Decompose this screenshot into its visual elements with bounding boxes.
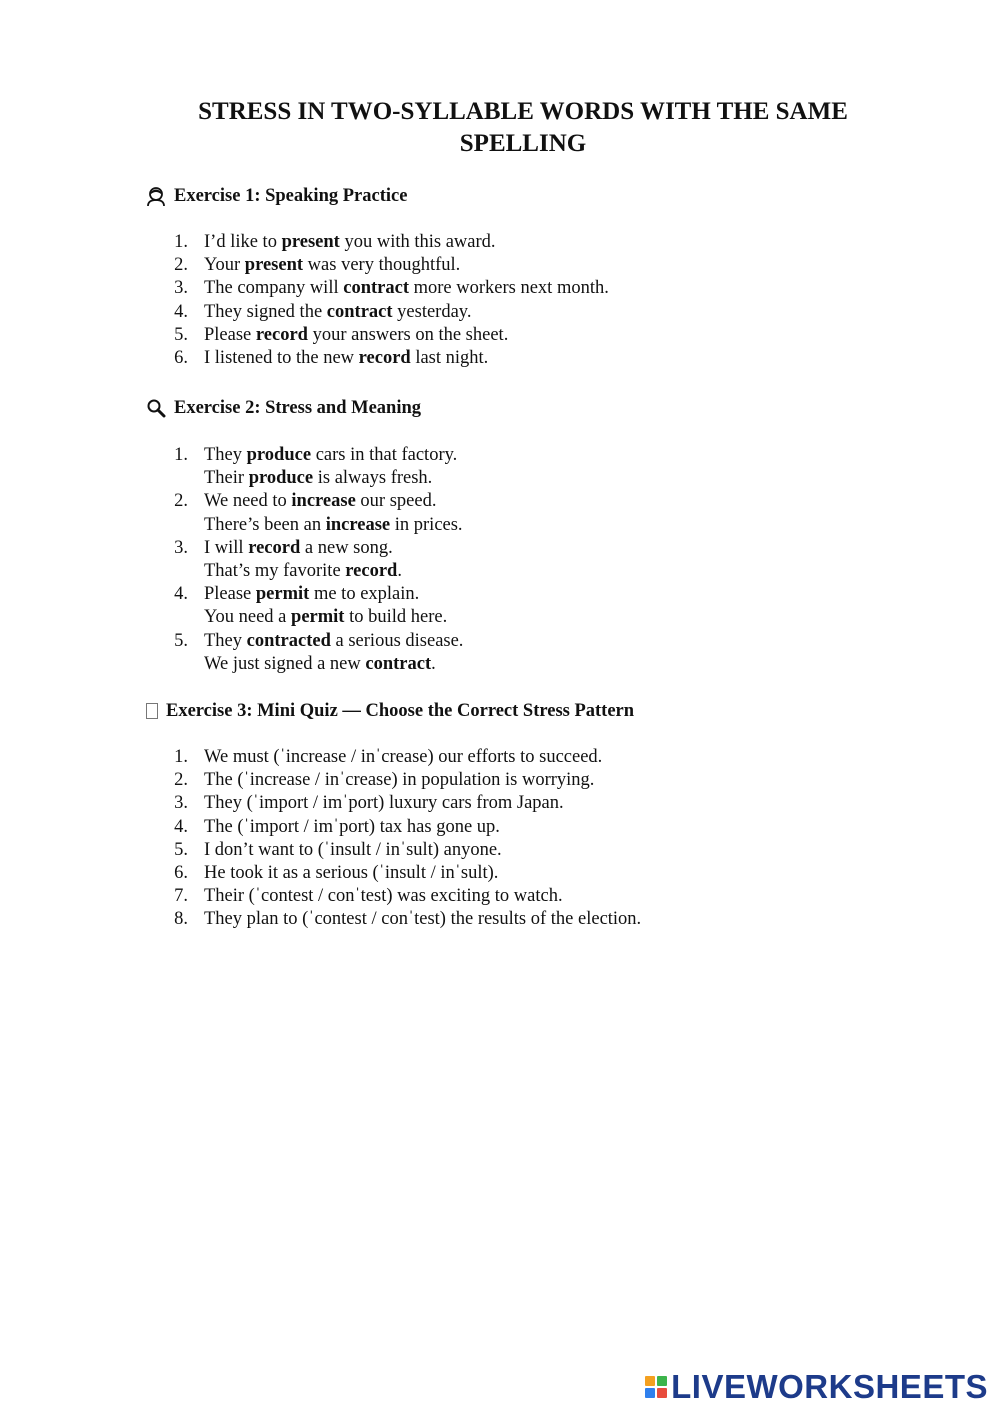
exercise-1-heading [146,184,407,208]
item-number: 3. [174,537,188,558]
sentence-text: You need a [204,607,292,628]
stressed-word: present [244,255,304,276]
sentence-text: is always fresh. [313,468,433,489]
stressed-word: contract [365,653,432,674]
item-number: 4. [174,816,188,837]
sentence-text: yesterday. [392,301,472,322]
quiz-sentence: They (ˈimport / imˈport) luxury cars from Japan. [204,793,564,814]
sentence-text: . [431,653,436,674]
quiz-item [0,885,641,908]
logo-square [645,1388,655,1398]
sentence-text: our speed. [355,491,437,512]
sentence-text: Your [204,255,245,276]
liveworksheets-logo[interactable] [645,1368,988,1406]
sentence-text: more workers next month. [408,278,609,299]
stressed-word: contract [326,301,393,322]
sentence-text: The company will [204,278,344,299]
sentence-text: We just signed a new [204,653,366,674]
stressed-word: record [255,324,308,345]
sentence-text: last night. [410,348,489,369]
quiz-sentence: Their (ˈcontest / conˈtest) was exciting to watch. [204,886,563,907]
list-item [0,277,609,300]
exercise-2-title: Exercise 2: Stress and Meaning [174,398,422,418]
quiz-sentence: The (ˈincrease / inˈcrease) in population is worrying. [204,770,595,791]
logo-text: LIVEWORKSHEETS [671,1368,988,1405]
list-item [0,537,463,560]
item-number: 5. [174,324,188,345]
item-number: 5. [174,630,188,651]
logo-square [657,1376,667,1386]
sentence-text: . [397,561,402,582]
sentence-text: I’d like to [204,232,282,252]
list-item [0,301,609,324]
exercise-3-title: Exercise 3: Mini Quiz — Choose the Correct Stress Pattern [166,701,635,721]
missing-glyph-icon [146,703,158,719]
stressed-word: record [358,348,411,369]
quiz-sentence: He took it as a serious (ˈinsult / inˈsult). [204,863,499,884]
stressed-word: increase [325,514,391,535]
logo-square [657,1388,667,1398]
exercise-1-list [0,231,609,370]
sentence-text: They [204,630,247,651]
logo-square [645,1376,655,1386]
item-number: 6. [174,863,188,884]
stressed-word: produce [248,468,314,489]
list-item [0,490,463,513]
item-number: 6. [174,348,188,369]
item-number: 4. [174,584,188,605]
sentence-text: I listened to the new [204,348,359,369]
list-item-continuation [0,653,463,676]
stressed-word: increase [291,491,356,512]
magnifier-icon [146,398,166,418]
sentence-text: Please [204,584,256,605]
page-title: STRESS IN TWO-SYLLABLE WORDS WITH THE SAME SPELLING [198,98,848,157]
sentence-text: a serious disease. [330,630,464,651]
item-number: 5. [174,839,188,860]
quiz-item [0,862,641,885]
item-number: 1. [174,232,188,252]
item-number: 3. [174,278,188,299]
quiz-sentence: They plan to (ˈcontest / conˈtest) the results of the election. [204,909,642,930]
sentence-text: in prices. [390,514,463,535]
item-number: 3. [174,793,188,814]
item-number: 4. [174,301,188,322]
sentence-text: to build here. [344,607,448,628]
quiz-item [0,908,641,931]
sentence-text: I will [204,537,249,558]
sentence-text: Their [204,468,249,489]
quiz-item [0,839,641,862]
item-number: 2. [174,255,188,276]
sentence-text: Please [204,324,256,345]
sentence-text: your answers on the sheet. [307,324,509,345]
sentence-text: you with this award. [339,232,496,252]
stressed-word: present [281,232,340,252]
sentence-text: was very thoughtful. [303,255,461,276]
quiz-item [0,792,641,815]
list-item [0,347,609,370]
list-item [0,583,463,606]
logo-mark-icon [645,1376,667,1398]
quiz-sentence: I don’t want to (ˈinsult / inˈsult) anyone. [204,839,502,860]
stressed-word: record [345,561,398,582]
list-item [0,324,609,347]
sentence-text: That’s my favorite [204,561,346,582]
sentence-text: cars in that factory. [311,445,458,465]
exercise-1-title: Exercise 1: Speaking Practice [174,186,408,206]
stressed-word: contracted [246,630,331,651]
list-item [0,444,463,467]
sentence-text: There’s been an [204,514,326,535]
list-item [0,254,609,277]
list-item [0,231,609,254]
person-speaking-icon [146,186,166,206]
stressed-word: permit [255,584,310,605]
stressed-word: produce [246,445,312,465]
item-number: 2. [174,770,188,791]
stressed-word: record [248,537,301,558]
sentence-text: We need to [204,491,292,512]
list-item-continuation [0,467,463,490]
sentence-text: a new song. [300,537,393,558]
quiz-item [0,746,641,769]
item-number: 7. [174,886,188,907]
exercise-3-list [0,746,641,932]
stressed-word: permit [291,607,345,628]
item-number: 1. [174,747,188,767]
stressed-word: contract [343,278,409,299]
sentence-text: me to explain. [309,584,420,605]
sentence-text: They [204,445,247,465]
list-item-continuation [0,514,463,537]
exercise-2-list [0,444,463,676]
list-item-continuation [0,606,463,629]
quiz-item [0,769,641,792]
item-number: 8. [174,909,188,930]
quiz-item [0,816,641,839]
sentence-text: They signed the [204,301,327,322]
exercise-3-heading [146,699,634,723]
exercise-2-heading [146,396,421,420]
quiz-sentence: We must (ˈincrease / inˈcrease) our efforts to succeed. [204,747,603,767]
item-number: 2. [174,491,188,512]
list-item [0,630,463,653]
list-item-continuation [0,560,463,583]
quiz-sentence: The (ˈimport / imˈport) tax has gone up. [204,816,500,837]
item-number: 1. [174,445,188,465]
